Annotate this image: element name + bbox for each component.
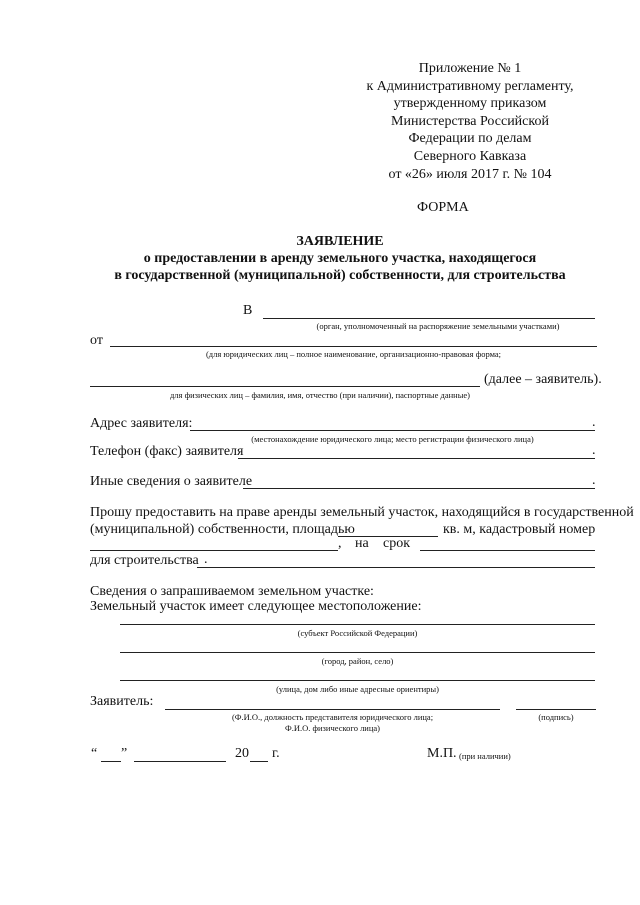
- address-label: Адрес заявителя:: [90, 416, 193, 431]
- applicant-name-field[interactable]: [165, 709, 500, 710]
- term-field[interactable]: [420, 550, 595, 551]
- request-line-1: Прошу предоставить на праве аренды земельный участок, находящийся в государственной: [90, 505, 634, 520]
- plot-street-field[interactable]: [120, 680, 595, 681]
- applicant-fio-hint-2: Ф.И.О. физического лица): [284, 723, 381, 733]
- address-hint: (местонахождение юридического лица; место регистрации физического лица): [251, 434, 534, 444]
- date-year-prefix: 20: [235, 746, 249, 761]
- plot-street-hint: (улица, дом либо иные адресные ориентиры): [276, 684, 439, 694]
- applicant-signature-hint: (подпись): [538, 712, 574, 722]
- request-term: срок: [383, 536, 411, 551]
- other-info-field[interactable]: [243, 488, 595, 489]
- addressee-prefix: В: [243, 303, 253, 318]
- construction-purpose-field[interactable]: [197, 567, 595, 568]
- applicant-fio-hint-1: (Ф.И.О., должность представителя юридического лица;: [231, 712, 434, 722]
- request-line-4: для строительства: [90, 553, 199, 568]
- plot-subject-field[interactable]: [120, 624, 595, 625]
- addressee-hint: (орган, уполномоченный на распоряжение земельными участками): [316, 321, 560, 331]
- date-month-field[interactable]: [134, 761, 226, 762]
- plot-heading-2: Земельный участок имеет следующее местоположение:: [90, 599, 422, 614]
- appendix-line: к Административному регламенту,: [366, 78, 574, 94]
- date-quote-close: ”: [121, 746, 128, 761]
- from-suffix: (далее – заявитель).: [484, 372, 602, 387]
- applicant-label: Заявитель:: [90, 694, 154, 709]
- document-title: ЗАЯВЛЕНИЕ: [296, 234, 384, 249]
- date-quote-open: “: [91, 746, 98, 761]
- from-prefix: от: [90, 333, 103, 348]
- plot-heading-1: Сведения о запрашиваемом земельном участке:: [90, 584, 374, 599]
- plot-subject-hint: (субъект Российской Федерации): [297, 628, 418, 638]
- date-year-suffix: г.: [272, 746, 280, 761]
- construction-period: .: [204, 552, 208, 567]
- form-label: ФОРМА: [417, 200, 469, 215]
- phone-field[interactable]: [238, 458, 595, 459]
- plot-city-field[interactable]: [120, 652, 595, 653]
- address-field[interactable]: [190, 430, 595, 431]
- address-period: .: [592, 415, 596, 430]
- document-subtitle-1: о предоставлении в аренду земельного участка, находящегося: [143, 251, 537, 266]
- cadastral-number-field[interactable]: [90, 550, 338, 551]
- request-on: на: [355, 536, 369, 551]
- appendix-line: Северного Кавказа: [413, 148, 527, 164]
- date-year-field[interactable]: [250, 761, 268, 762]
- appendix-line: утвержденному приказом: [393, 96, 547, 112]
- stamp-hint: (при наличии): [459, 751, 511, 761]
- appendix-line: Приложение № 1: [418, 61, 522, 76]
- appendix-line: Федерации по делам: [408, 131, 532, 147]
- other-info-label: Иные сведения о заявителе: [90, 474, 253, 489]
- applicant-signature-field[interactable]: [516, 709, 596, 710]
- phone-label: Телефон (факс) заявителя: [90, 444, 244, 459]
- stamp-label: М.П.: [427, 746, 457, 761]
- document-subtitle-2: в государственной (муниципальной) собственности, для строительства: [114, 268, 566, 283]
- other-info-period: .: [592, 473, 596, 488]
- from-hint-legal: (для юридических лиц – полное наименование, организационно-правовая форма;: [205, 349, 502, 359]
- phone-period: .: [592, 443, 596, 458]
- appendix-block: [350, 60, 590, 183]
- addressee-field[interactable]: [263, 318, 595, 319]
- appendix-line: от «26» июля 2017 г. № 104: [388, 166, 552, 182]
- from-field-2[interactable]: [90, 386, 480, 387]
- date-day-field[interactable]: [101, 761, 121, 762]
- from-field[interactable]: [110, 346, 597, 347]
- plot-city-hint: (город, район, село): [321, 656, 394, 666]
- request-comma: ,: [338, 536, 342, 551]
- request-line-2b: кв. м, кадастровый номер: [443, 522, 596, 537]
- request-line-2a: (муниципальной) собственности, площадью: [90, 522, 355, 537]
- appendix-line: Министерства Российской: [391, 113, 549, 129]
- from-hint-physical: для физических лиц – фамилия, имя, отчество (при наличии), паспортные данные): [169, 390, 471, 400]
